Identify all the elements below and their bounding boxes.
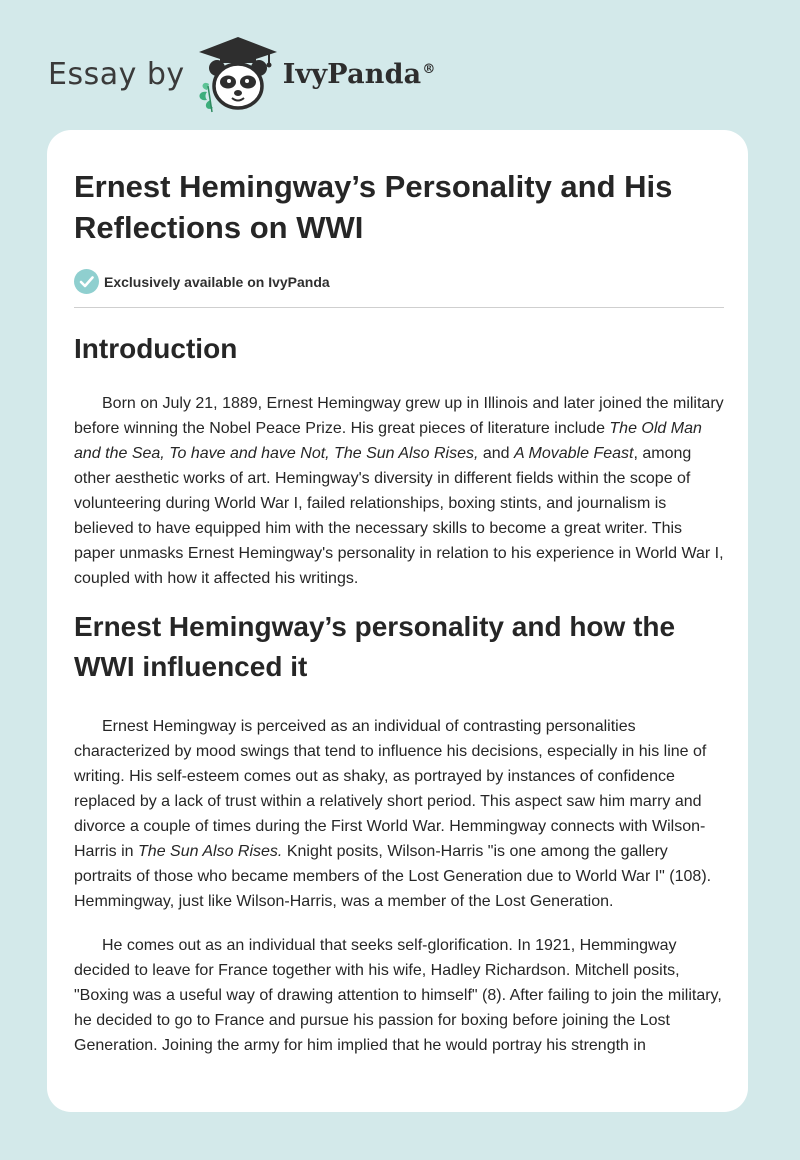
essay-content [74, 166, 724, 1058]
paragraph-personality-2: He comes out as an individual that seeks self-glorification. In 1921, Hemmingway decided to leave for France together with his wife, Hadley Richardson. Mitchell posits, "Boxing was a useful way of drawing attention to himself" (8). After failing to join the military, he decided to go to France and pursue his passion for boxing before joining the Lost Generation. Joining the army for him implied that he would portray his strength in [74, 937, 722, 1054]
paragraph-personality-1: Ernest Hemingway is perceived as an individual of contrasting personalities characterized by mood swings that tend to influence his decisions, especially in his line of writing. His self-esteem comes out as shaky, as portrayed by instances of confidence replaced by a lack of trust within a relatively short period. This aspect saw him marry and divorce a couple of times during the First World War. Hemmingway connects with Wilson-Harris in The Sun Also Rises. Knight posits, Wilson-Harris "is one among the gallery portraits of those who became members of the Lost Generation due to World War I" (108). Hemmingway, just like Wilson-Harris, was a member of the Lost Generation. [74, 718, 712, 910]
section-heading-introduction: Introduction [74, 333, 238, 364]
brand-name: IvyPanda® [282, 58, 436, 90]
registered-mark: ® [422, 61, 436, 77]
divider [74, 307, 724, 308]
check-circle-icon [74, 269, 99, 294]
essay-by-label: Essay by [48, 56, 185, 92]
ivypanda-logo-icon[interactable] [195, 34, 281, 114]
exclusive-badge-label: Exclusively available on IvyPanda [104, 273, 330, 290]
essay-title: Ernest Hemingway’s Personality and His Reflections on WWI [74, 169, 673, 245]
section-heading-personality: Ernest Hemingway’s personality and how the WWI influenced it [74, 611, 676, 682]
essay-card [47, 130, 748, 1112]
site-header [48, 34, 436, 114]
paragraph-introduction: Born on July 21, 1889, Ernest Hemingway grew up in Illinois and later joined the military before winning the Nobel Peace Prize. His great pieces of literature include The Old Man and the Sea, To have and have Not, The Sun Also Rises, and A Movable Feast, among other aesthetic works of art. Hemingway's diversity in different fields within the scope of volunteering during World War I, failed relationships, boxing stints, and journalism is believed to have equipped him with the necessary skills to become a great writer. This paper unmasks Ernest Hemingway's personality in relation to his experience in World War I, coupled with how it affected his writings. [74, 395, 724, 587]
exclusive-badge [74, 269, 724, 294]
